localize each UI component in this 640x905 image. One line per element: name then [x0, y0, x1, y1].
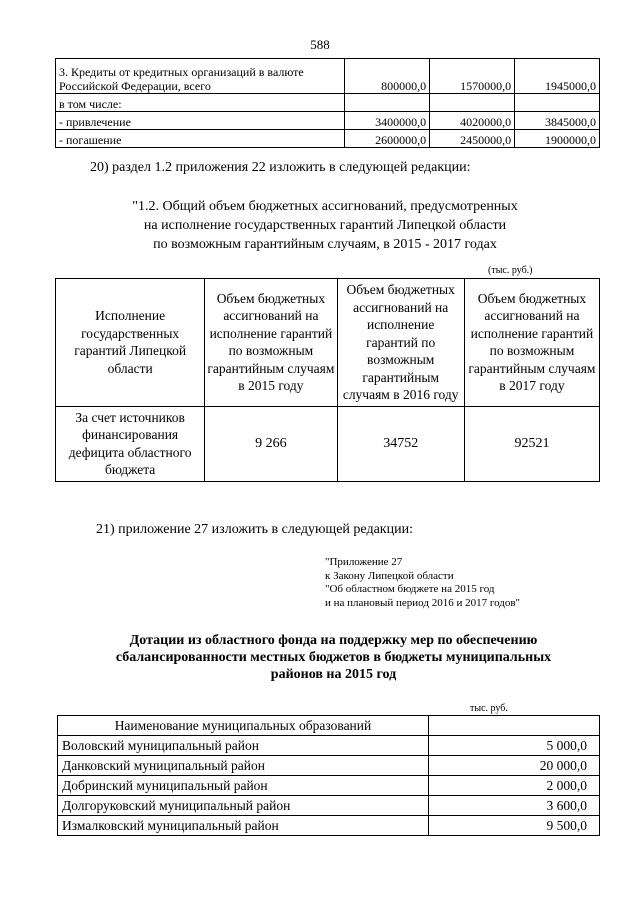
district-value: 9 500,0	[428, 816, 599, 836]
table-row	[58, 796, 600, 816]
district-name: Данковский муниципальный район	[58, 756, 429, 776]
header-cell: Наименование муниципальных образований	[58, 716, 429, 736]
value-2017: 1945000,0	[515, 59, 600, 94]
value-2017: 3845000,0	[515, 112, 600, 130]
table-row	[56, 112, 600, 130]
section-title-line: по возможным гарантийным случаям, в 2015 - 2017 годах	[153, 237, 497, 252]
value-2017: 1900000,0	[515, 130, 600, 148]
district-value: 5 000,0	[428, 736, 599, 756]
section-title	[100, 197, 550, 254]
appendix-line: "Приложение 27	[325, 556, 403, 568]
value-2015: 9 266	[205, 406, 337, 481]
district-name: Долгоруковский муниципальный район	[58, 796, 429, 816]
appendix-heading	[325, 556, 520, 610]
item-21-text: 21) приложение 27 изложить в следующей редакции:	[96, 522, 413, 537]
appendix-line: "Об областном бюджете на 2015 год	[325, 583, 495, 595]
value-2016: 2450000,0	[430, 130, 515, 148]
value-2016	[430, 94, 515, 112]
table-row	[56, 59, 600, 94]
value-2016: 1570000,0	[430, 59, 515, 94]
value-2015	[345, 94, 430, 112]
table-row	[56, 94, 600, 112]
header-cell: Исполнение государственных гарантий Липецкой области	[56, 279, 205, 407]
unit-label: (тыс. руб.)	[488, 265, 533, 276]
section-title-line: "1.2. Общий объем бюджетных ассигнований, предусмотренных	[132, 199, 518, 214]
table-row	[56, 406, 600, 481]
section-title-line: на исполнение государственных гарантий Липецкой области	[143, 218, 507, 233]
appendix-line: к Закону Липецкой области	[325, 569, 454, 582]
header-row	[56, 279, 600, 407]
row-label: в том числе:	[56, 94, 345, 112]
main-title	[86, 632, 581, 683]
value-2016: 34752	[337, 406, 464, 481]
main-title-line: районов на 2015 год	[270, 667, 397, 682]
value-2015: 3400000,0	[345, 112, 430, 130]
district-value: 3 600,0	[428, 796, 599, 816]
unit-label: тыс. руб.	[470, 703, 508, 714]
district-value: 2 000,0	[428, 776, 599, 796]
value-2015: 800000,0	[345, 59, 430, 94]
header-cell: Объем бюджетных ассигнований на исполнение гарантий по возможным гарантийным случаям в 2017 году	[464, 279, 599, 407]
district-value: 20 000,0	[428, 756, 599, 776]
value-2017	[515, 94, 600, 112]
row-label: - погашение	[56, 130, 345, 148]
subsidy-table	[57, 715, 600, 836]
row-label: За счет источников финансирования дефицита областного бюджета	[56, 406, 205, 481]
header-cell: Объем бюджетных ассигнований на исполнение гарантий по возможным гарантийным случаям в 2016 году	[337, 279, 464, 407]
value-2016: 4020000,0	[430, 112, 515, 130]
guarantee-table	[55, 278, 600, 482]
district-name: Добринский муниципальный район	[58, 776, 429, 796]
row-label: - привлечение	[56, 112, 345, 130]
header-cell: Объем бюджетных ассигнований на исполнение гарантий по возможным гарантийным случаям в 2015 году	[205, 279, 337, 407]
main-title-line: сбалансированности местных бюджетов в бюджеты муниципальных	[115, 650, 552, 665]
table-row	[58, 816, 600, 836]
table-row	[58, 756, 600, 776]
district-name: Воловский муниципальный район	[58, 736, 429, 756]
item-20-text: 20) раздел 1.2 приложения 22 изложить в следующей редакции:	[90, 160, 471, 175]
appendix-line: и на плановый период 2016 и 2017 годов"	[325, 596, 521, 609]
credits-table	[55, 58, 600, 148]
value-2015: 2600000,0	[345, 130, 430, 148]
row-label: 3. Кредиты от кредитных организаций в валюте Российской Федерации, всего	[56, 59, 345, 94]
table-row	[58, 736, 600, 756]
value-2017: 92521	[464, 406, 599, 481]
header-cell-empty	[428, 716, 599, 736]
header-row	[58, 716, 600, 736]
page-number: 588	[310, 37, 330, 52]
district-name: Измалковский муниципальный район	[58, 816, 429, 836]
table-row	[56, 130, 600, 148]
main-title-line: Дотации из областного фонда на поддержку мер по обеспечению	[129, 633, 538, 648]
table-row	[58, 776, 600, 796]
